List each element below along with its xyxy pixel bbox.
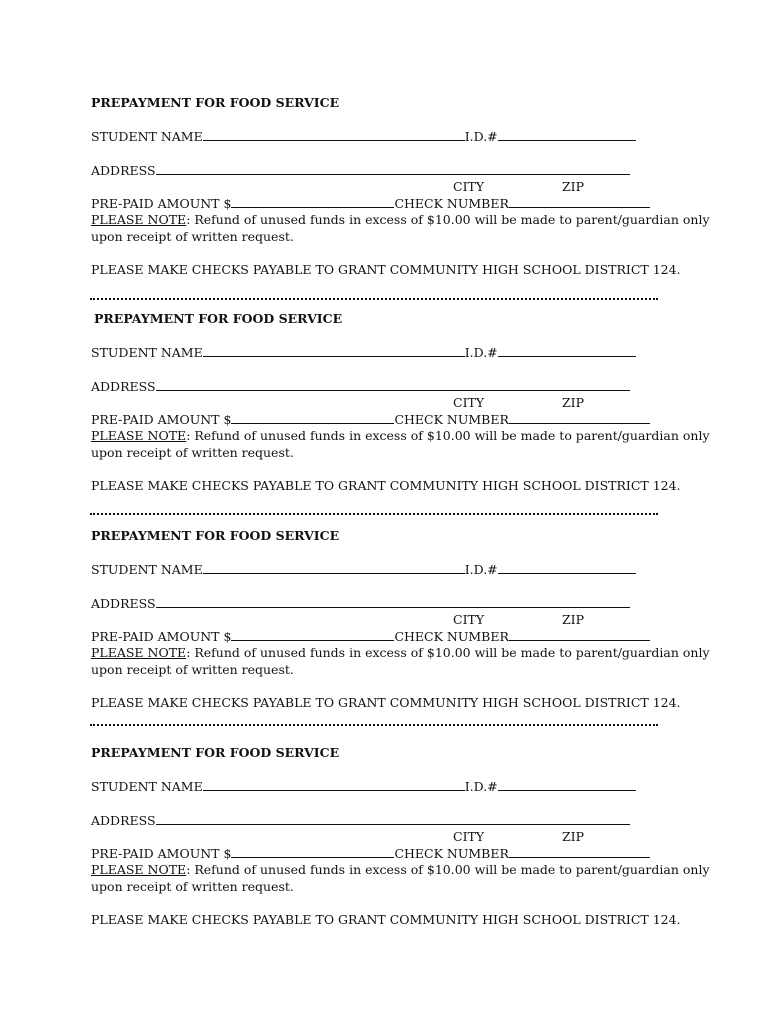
id-label: I.D.#	[464, 779, 498, 794]
note-line-2: upon receipt of written request.	[91, 662, 294, 677]
note-line	[91, 862, 710, 878]
student-name-label: STUDENT NAME	[91, 562, 203, 577]
note-line-2: upon receipt of written request.	[91, 879, 294, 894]
student-name-label: STUDENT NAME	[91, 779, 203, 794]
prepaid-amount-field[interactable]	[231, 195, 394, 208]
please-note-label: PLEASE NOTE	[91, 645, 187, 660]
check-number-label: CHECK NUMBER	[394, 846, 509, 861]
check-number-field[interactable]	[509, 845, 650, 858]
form-title: PREPAYMENT FOR FOOD SERVICE	[94, 311, 343, 326]
prepaid-amount-label: PRE-PAID AMOUNT $	[91, 846, 232, 861]
form-title: PREPAYMENT FOR FOOD SERVICE	[91, 745, 340, 760]
payable-instruction: PLEASE MAKE CHECKS PAYABLE TO GRANT COMMUNITY HIGH SCHOOL DISTRICT 124.	[91, 912, 681, 927]
student-name-row	[91, 128, 621, 145]
prepaid-amount-label: PRE-PAID AMOUNT $	[91, 412, 232, 427]
note-text: : Refund of unused funds in excess of $10.00 will be made to parent/guardian only	[186, 212, 710, 227]
city-label: CITY	[453, 395, 485, 410]
prepayment-form-1	[91, 95, 710, 295]
student-name-row	[91, 561, 621, 578]
student-name-field[interactable]	[203, 561, 465, 574]
dotted-cut-line	[90, 298, 658, 300]
zip-label: ZIP	[562, 829, 585, 844]
note-line-2: upon receipt of written request.	[91, 229, 294, 244]
address-row	[91, 378, 623, 395]
payable-instruction: PLEASE MAKE CHECKS PAYABLE TO GRANT COMMUNITY HIGH SCHOOL DISTRICT 124.	[91, 478, 681, 493]
id-label: I.D.#	[464, 345, 498, 360]
prepaid-amount-field[interactable]	[231, 411, 394, 424]
id-field[interactable]	[498, 561, 636, 574]
student-name-row	[91, 778, 621, 795]
address-field[interactable]	[156, 812, 630, 825]
prepaid-amount-label: PRE-PAID AMOUNT $	[91, 629, 232, 644]
student-name-label: STUDENT NAME	[91, 345, 203, 360]
check-number-field[interactable]	[509, 411, 650, 424]
student-name-label: STUDENT NAME	[91, 129, 203, 144]
note-line-2: upon receipt of written request.	[91, 445, 294, 460]
id-field[interactable]	[498, 128, 636, 141]
student-name-field[interactable]	[203, 778, 465, 791]
address-field[interactable]	[156, 162, 630, 175]
note-line	[91, 428, 710, 444]
student-name-field[interactable]	[203, 344, 465, 357]
form-title: PREPAYMENT FOR FOOD SERVICE	[91, 528, 340, 543]
id-field[interactable]	[498, 778, 636, 791]
amount-row	[91, 411, 623, 428]
payable-instruction: PLEASE MAKE CHECKS PAYABLE TO GRANT COMMUNITY HIGH SCHOOL DISTRICT 124.	[91, 695, 681, 710]
note-line	[91, 212, 710, 228]
note-text: : Refund of unused funds in excess of $10.00 will be made to parent/guardian only	[186, 862, 710, 877]
student-name-row	[91, 344, 621, 361]
student-name-field[interactable]	[203, 128, 465, 141]
id-field[interactable]	[498, 344, 636, 357]
address-row	[91, 595, 623, 612]
address-label: ADDRESS	[91, 596, 156, 611]
id-label: I.D.#	[464, 129, 498, 144]
address-label: ADDRESS	[91, 813, 156, 828]
prepaid-amount-label: PRE-PAID AMOUNT $	[91, 196, 232, 211]
note-line	[91, 645, 710, 661]
prepayment-form-4	[91, 745, 710, 945]
note-text: : Refund of unused funds in excess of $10.00 will be made to parent/guardian only	[186, 645, 710, 660]
check-number-field[interactable]	[509, 628, 650, 641]
note-text: : Refund of unused funds in excess of $10.00 will be made to parent/guardian only	[186, 428, 710, 443]
please-note-label: PLEASE NOTE	[91, 862, 187, 877]
form-title: PREPAYMENT FOR FOOD SERVICE	[91, 95, 340, 110]
amount-row	[91, 195, 623, 212]
zip-label: ZIP	[562, 612, 585, 627]
address-label: ADDRESS	[91, 379, 156, 394]
city-label: CITY	[453, 612, 485, 627]
prepaid-amount-field[interactable]	[231, 628, 394, 641]
address-label: ADDRESS	[91, 163, 156, 178]
city-label: CITY	[453, 829, 485, 844]
zip-label: ZIP	[562, 395, 585, 410]
address-field[interactable]	[156, 378, 630, 391]
dotted-cut-line	[90, 724, 658, 726]
payable-instruction: PLEASE MAKE CHECKS PAYABLE TO GRANT COMMUNITY HIGH SCHOOL DISTRICT 124.	[91, 262, 681, 277]
address-row	[91, 162, 623, 179]
id-label: I.D.#	[464, 562, 498, 577]
prepayment-form-2	[91, 311, 710, 511]
please-note-label: PLEASE NOTE	[91, 212, 187, 227]
address-row	[91, 812, 623, 829]
prepaid-amount-field[interactable]	[231, 845, 394, 858]
please-note-label: PLEASE NOTE	[91, 428, 187, 443]
zip-label: ZIP	[562, 179, 585, 194]
dotted-cut-line	[90, 513, 658, 515]
prepayment-form-3	[91, 528, 710, 728]
city-label: CITY	[453, 179, 485, 194]
check-number-label: CHECK NUMBER	[394, 412, 509, 427]
amount-row	[91, 845, 623, 862]
check-number-label: CHECK NUMBER	[394, 629, 509, 644]
amount-row	[91, 628, 623, 645]
address-field[interactable]	[156, 595, 630, 608]
check-number-label: CHECK NUMBER	[394, 196, 509, 211]
check-number-field[interactable]	[509, 195, 650, 208]
